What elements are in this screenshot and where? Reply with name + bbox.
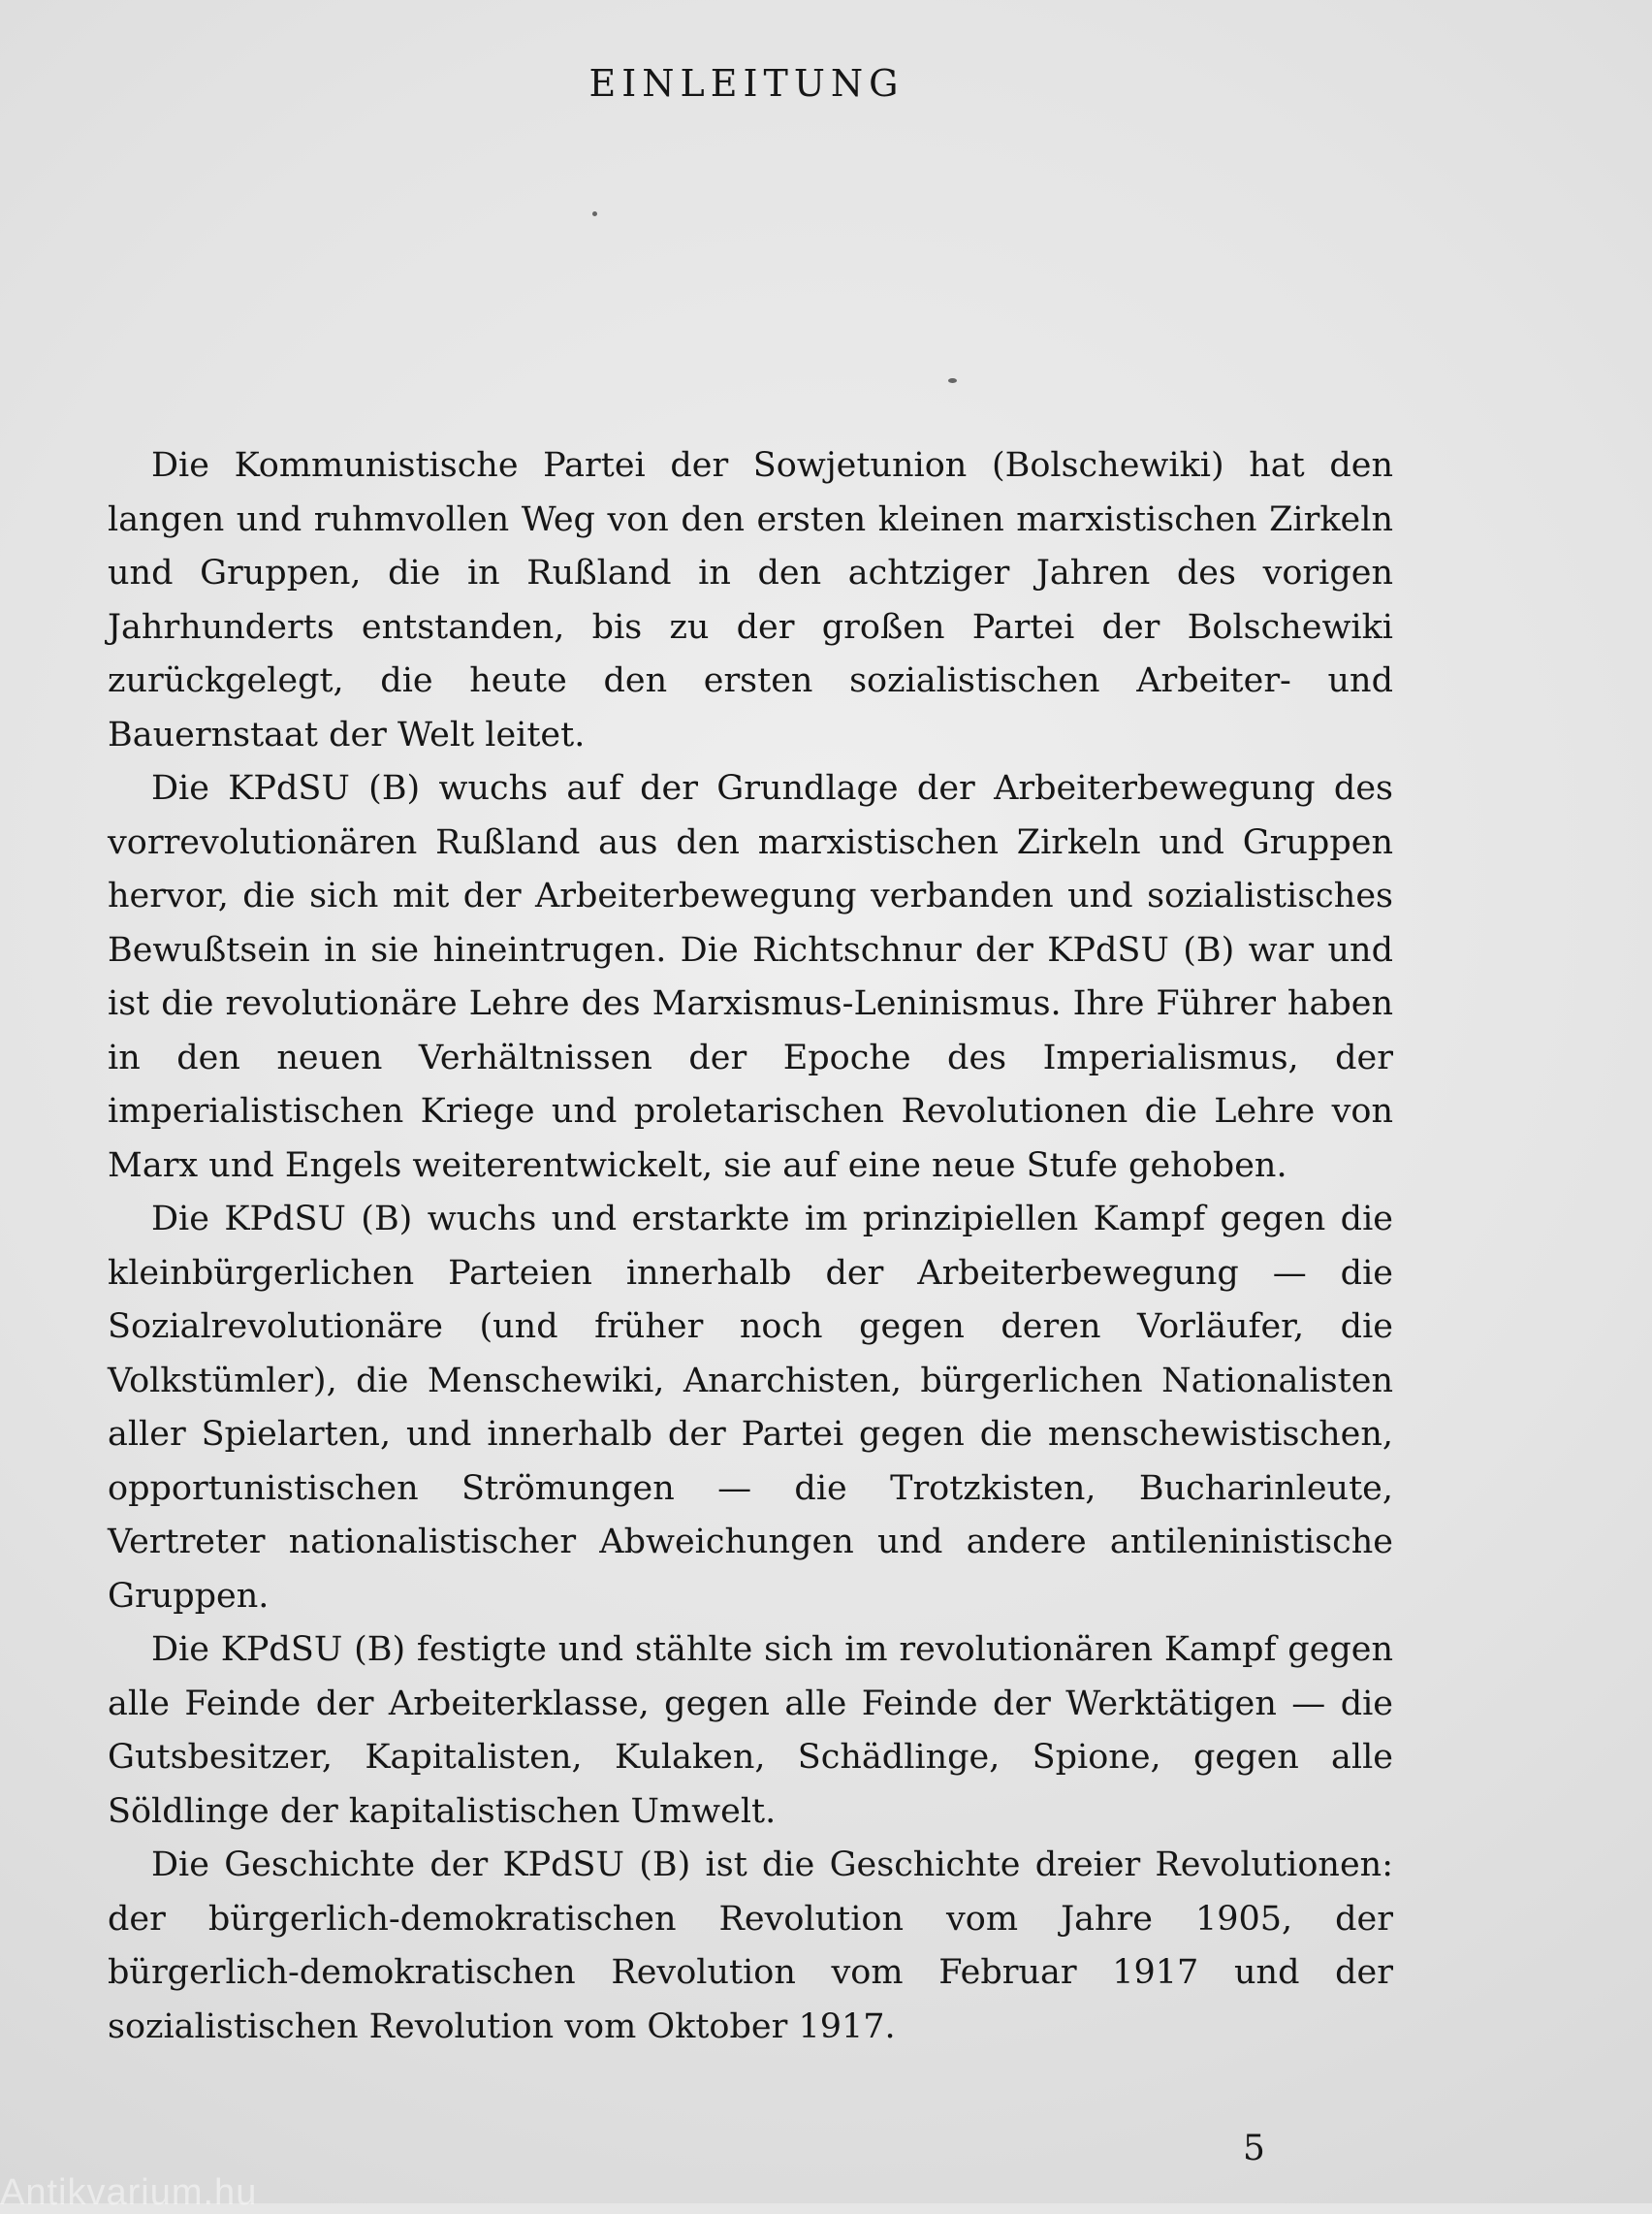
paragraph-5: Die Geschichte der KPdSU (B) ist die Geschichte dreier Revolutionen: der bürgerlich-demokratischen Revolution vom Jahre 1905, der bürgerlich-demokratischen Revolution vom Februar 1917 und der sozialistischen Revolution vom Oktober 1917. [108,1845,1393,2046]
print-speck [948,378,957,383]
watermark-logo: Antikvarium.hu [0,2172,258,2213]
body-text [108,439,1393,2054]
paragraph-1: Die Kommunistische Partei der Sowjetunion (Bolschewiki) hat den langen und ruhmvollen Weg von den ersten kleinen marxistischen Zirkeln und Gruppen, die in Rußland in den achtziger Jahren des vorigen Jahrhunderts entstanden, bis zu der großen Partei der Bolschewiki zurückgelegt, die heute den ersten sozialistischen Arbeiter- und Bauernstaat der Welt leitet. [108,446,1393,754]
paragraph-2: Die KPdSU (B) wuchs auf der Grundlage der Arbeiterbewegung des vorrevolutionären Rußland aus den marxistischen Zirkeln und Gruppen hervor, die sich mit der Arbeiterbewegung verbanden und sozialistisches Bewußtsein in sie hineintrugen. Die Richtschnur der KPdSU (B) war und ist die revolutionäre Lehre des Marxismus-Leninismus. Ihre Führer haben in den neuen Verhältnissen der Epoche des Imperialismus, der imperialistischen Kriege und proletarischen Revolutionen die Lehre von Marx und Engels weiterentwickelt, sie auf eine neue Stufe gehoben. [108,769,1393,1185]
paragraph-4: Die KPdSU (B) festigte und stählte sich im revolutionären Kampf gegen alle Feinde der Arbeiterklasse, gegen alle Feinde der Werktätigen — die Gutsbesitzer, Kapitalisten, Kulaken, Schädlinge, Spione, gegen alle Söldlinge der kapitalistischen Umwelt. [108,1630,1393,1831]
chapter-title: EINLEITUNG [588,62,905,105]
paragraph-3: Die KPdSU (B) wuchs und erstarkte im prinzipiellen Kampf gegen die kleinbürgerlichen Parteien innerhalb der Arbeiterbewegung — die Sozialrevolutionäre (und früher noch gegen deren Vorläufer, die Volkstümler), die Menschewiki, Anarchisten, bürgerlichen Nationalisten aller Spielarten, und innerhalb der Partei gegen die menschewistischen, opportunistischen Strömungen — die Trotzkisten, Bucharinleute, Vertreter nationalistischer Abweichungen und andere antileninistische Gruppen. [108,1200,1393,1616]
print-speck [592,211,597,216]
page-number: 5 [1243,2129,1265,2168]
